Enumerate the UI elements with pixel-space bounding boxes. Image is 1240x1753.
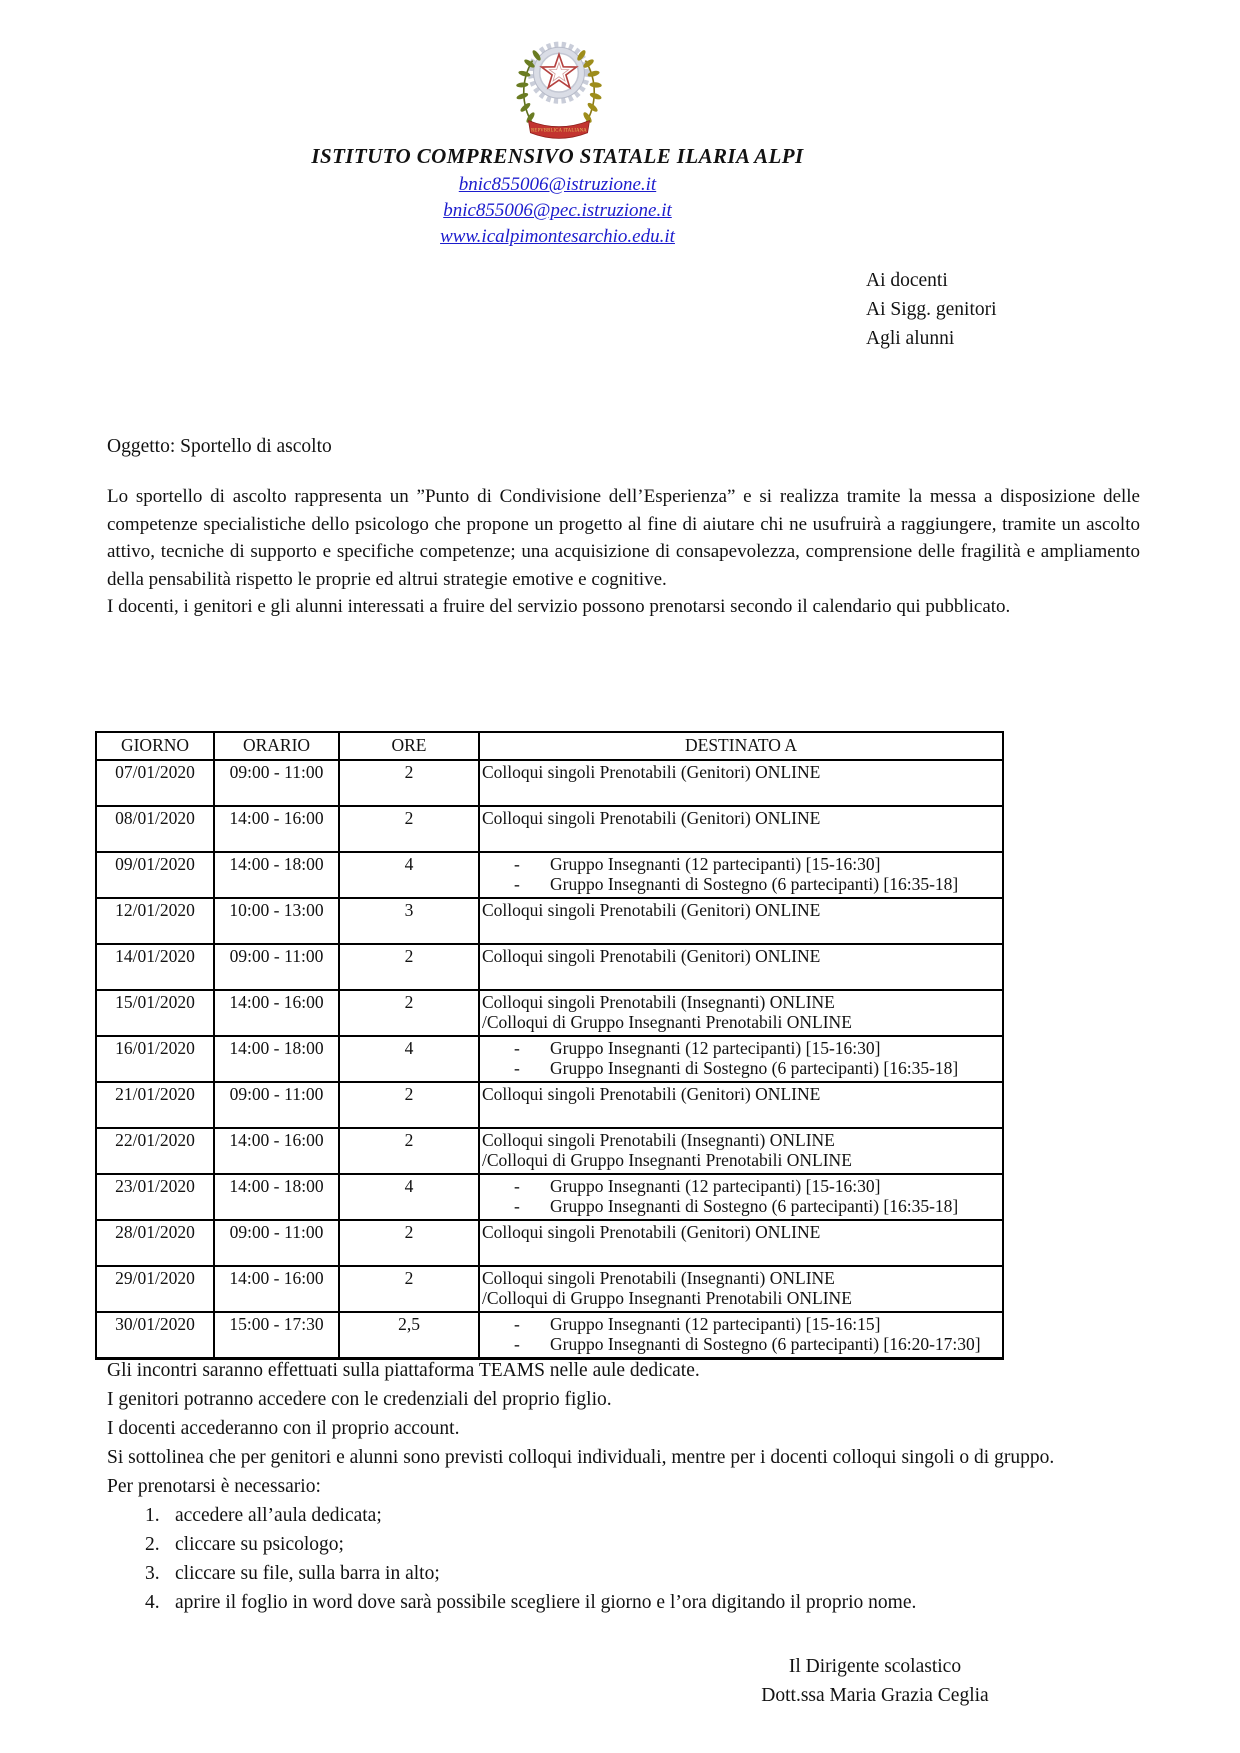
intro-paragraph-1: Lo sportello di ascolto rappresenta un ”Punto di Condivisione dell’Esperienza” e si realizza tramite la messa a disposizione delle competenze specialistiche dello psicologo che propone un progetto al fine di aiutare chi ne usufruirà a raggiungere, tramite un ascolto attivo, tecniche di supporto e specifiche competenze; una acquisizione di consapevolezza, comprensione delle fragilità e ampliamento della pensabilità rispetto le proprie ed altrui strategie emotive e cognitive. (107, 486, 1140, 590)
cell-giorno: 23/01/2020 (96, 1174, 214, 1220)
destinato-line: Colloqui singoli Prenotabili (Insegnanti) ONLINE (482, 1268, 835, 1288)
cell-ore: 2 (339, 944, 479, 990)
signature-line-1: Dott.ssa Maria Grazia Ceglia (761, 1685, 989, 1706)
destinato-text: Gruppo Insegnanti di Sostegno (6 partecipanti) [16:35-18] (550, 1196, 959, 1216)
dash-marker: - (514, 1038, 520, 1058)
cell-ore: 2 (339, 990, 479, 1036)
cell-ore: 4 (339, 1174, 479, 1220)
cell-ore: 3 (339, 898, 479, 944)
table-row (96, 760, 1003, 806)
table-header-ore: ORE (339, 732, 479, 760)
cell-ore: 2 (339, 1220, 479, 1266)
table-header-giorno: GIORNO (96, 732, 214, 760)
table-row (96, 1266, 1003, 1312)
cell-orario: 09:00 - 11:00 (214, 944, 339, 990)
cell-orario: 14:00 - 16:00 (214, 806, 339, 852)
schedule-table-body (96, 760, 1003, 1359)
cell-giorno: 30/01/2020 (96, 1312, 214, 1359)
table-row (96, 1174, 1003, 1220)
destinato-line (482, 854, 1000, 874)
step-text: accedere all’aula dedicata; (175, 1505, 382, 1526)
cell-orario: 09:00 - 11:00 (214, 1220, 339, 1266)
cell-destinato (479, 760, 1003, 806)
cell-giorno: 28/01/2020 (96, 1220, 214, 1266)
cell-destinato (479, 1266, 1003, 1312)
schedule-table (95, 731, 1004, 1360)
cell-orario: 14:00 - 16:00 (214, 1266, 339, 1312)
closing-line-0: Gli incontri saranno effettuati sulla piattaforma TEAMS nelle aule dedicate. (107, 1360, 700, 1381)
cell-ore: 2 (339, 760, 479, 806)
table-row (96, 990, 1003, 1036)
cell-destinato (479, 990, 1003, 1036)
italy-republic-emblem (508, 32, 610, 144)
subject-line: Oggetto: Sportello di ascolto (107, 436, 332, 457)
recipient-line: Ai docenti (866, 270, 948, 291)
header-link-0[interactable]: bnic855006@istruzione.it (458, 174, 657, 195)
table-header-orario: ORARIO (214, 732, 339, 760)
cell-giorno: 22/01/2020 (96, 1128, 214, 1174)
ribbon-text: REPVBBLICA ITALIANA (531, 128, 587, 134)
cell-orario: 14:00 - 18:00 (214, 1174, 339, 1220)
destinato-line (482, 1196, 1000, 1216)
closing-line-3: Si sottolinea che per genitori e alunni sono previsti colloqui individuali, mentre per i docenti colloqui singoli o di gruppo. (107, 1447, 1055, 1468)
cell-ore: 2 (339, 1082, 479, 1128)
destinato-line: Colloqui singoli Prenotabili (Insegnanti) ONLINE (482, 992, 835, 1012)
table-row (96, 944, 1003, 990)
destinato-line: /Colloqui di Gruppo Insegnanti Prenotabili ONLINE (482, 1288, 852, 1308)
destinato-line: Colloqui singoli Prenotabili (Genitori) ONLINE (482, 900, 821, 920)
destinato-text: Gruppo Insegnanti (12 partecipanti) [15-16:30] (550, 854, 881, 874)
schedule-table-head (96, 732, 1003, 760)
cell-orario: 15:00 - 17:30 (214, 1312, 339, 1359)
table-row (96, 806, 1003, 852)
cell-destinato (479, 852, 1003, 898)
cell-giorno: 14/01/2020 (96, 944, 214, 990)
destinato-text: Gruppo Insegnanti di Sostegno (6 partecipanti) [16:35-18] (550, 874, 959, 894)
signature-line-0: Il Dirigente scolastico (788, 1656, 962, 1677)
cell-destinato (479, 1220, 1003, 1266)
instruction-step-4 (107, 1588, 1142, 1617)
dash-marker: - (514, 1196, 520, 1216)
table-row (96, 1312, 1003, 1359)
instruction-step-3 (107, 1559, 1142, 1588)
cell-giorno: 15/01/2020 (96, 990, 214, 1036)
instruction-step-1 (107, 1501, 1142, 1530)
cell-orario: 10:00 - 13:00 (214, 898, 339, 944)
table-row (96, 1036, 1003, 1082)
recipient-line: Agli alunni (866, 328, 955, 349)
cell-ore: 2 (339, 806, 479, 852)
dash-marker: - (514, 1334, 520, 1354)
cell-destinato (479, 944, 1003, 990)
closing-block (107, 1356, 1142, 1617)
ribbon-banner-icon (528, 121, 589, 139)
destinato-line (482, 1176, 1000, 1196)
step-number: 2. (145, 1534, 160, 1555)
closing-line-1: I genitori potranno accedere con le credenziali del proprio figlio. (107, 1389, 612, 1410)
destinato-line (482, 1058, 1000, 1078)
step-text: aprire il foglio in word dove sarà possibile scegliere il giorno e l’ora digitando il proprio nome. (175, 1592, 917, 1613)
dash-marker: - (514, 874, 520, 894)
destinato-text: Gruppo Insegnanti (12 partecipanti) [15-16:30] (550, 1038, 881, 1058)
header-link-1[interactable]: bnic855006@pec.istruzione.it (443, 200, 672, 221)
destinato-text: Gruppo Insegnanti (12 partecipanti) [15-16:15] (550, 1314, 881, 1334)
step-text: cliccare su psicologo; (175, 1534, 344, 1555)
table-row (96, 898, 1003, 944)
destinato-line: Colloqui singoli Prenotabili (Genitori) ONLINE (482, 1222, 821, 1242)
cell-orario: 14:00 - 18:00 (214, 852, 339, 898)
destinato-line: Colloqui singoli Prenotabili (Insegnanti) ONLINE (482, 1130, 835, 1150)
closing-line-4: Per prenotarsi è necessario: (107, 1476, 321, 1497)
dash-marker: - (514, 1058, 520, 1078)
destinato-text: Gruppo Insegnanti di Sostegno (6 partecipanti) [16:35-18] (550, 1058, 959, 1078)
destinato-line (482, 1314, 1000, 1334)
dash-marker: - (514, 1314, 520, 1334)
destinato-line: Colloqui singoli Prenotabili (Genitori) ONLINE (482, 1084, 821, 1104)
destinato-line: Colloqui singoli Prenotabili (Genitori) ONLINE (482, 808, 821, 828)
cell-orario: 09:00 - 11:00 (214, 1082, 339, 1128)
step-number: 4. (145, 1592, 160, 1613)
step-number: 3. (145, 1563, 160, 1584)
cell-ore: 2 (339, 1128, 479, 1174)
signature-block (700, 1652, 1050, 1710)
table-row (96, 1128, 1003, 1174)
recipient-line: Ai Sigg. genitori (866, 299, 997, 320)
destinato-text: Gruppo Insegnanti (12 partecipanti) [15-16:30] (550, 1176, 881, 1196)
destinato-line: Colloqui singoli Prenotabili (Genitori) ONLINE (482, 762, 821, 782)
cell-destinato (479, 1312, 1003, 1359)
cell-giorno: 07/01/2020 (96, 760, 214, 806)
cell-ore: 4 (339, 852, 479, 898)
destinato-line (482, 1334, 1000, 1354)
republic-emblem-icon (508, 32, 610, 144)
closing-line-2: I docenti accederanno con il proprio account. (107, 1418, 460, 1439)
intro-paragraph-2: I docenti, i genitori e gli alunni interessati a fruire del servizio possono prenotarsi secondo il calendario qui pubblicato. (107, 596, 1011, 617)
header-links (0, 172, 1115, 250)
destinato-line (482, 1038, 1000, 1058)
dash-marker: - (514, 1176, 520, 1196)
cell-giorno: 16/01/2020 (96, 1036, 214, 1082)
cell-orario: 09:00 - 11:00 (214, 760, 339, 806)
cell-orario: 14:00 - 16:00 (214, 1128, 339, 1174)
table-row (96, 852, 1003, 898)
step-number: 1. (145, 1505, 160, 1526)
instruction-step-2 (107, 1530, 1142, 1559)
intro-block (107, 483, 1140, 621)
cell-giorno: 29/01/2020 (96, 1266, 214, 1312)
cell-destinato (479, 898, 1003, 944)
cell-giorno: 08/01/2020 (96, 806, 214, 852)
header-link-2[interactable]: www.icalpimontesarchio.edu.it (440, 226, 675, 247)
cell-destinato (479, 806, 1003, 852)
cell-destinato (479, 1128, 1003, 1174)
table-header-destinato-a: DESTINATO A (479, 732, 1003, 760)
cell-giorno: 09/01/2020 (96, 852, 214, 898)
dash-marker: - (514, 854, 520, 874)
table-row (96, 1220, 1003, 1266)
table-row (96, 1082, 1003, 1128)
step-text: cliccare su file, sulla barra in alto; (175, 1563, 440, 1584)
cell-ore: 2,5 (339, 1312, 479, 1359)
cell-giorno: 21/01/2020 (96, 1082, 214, 1128)
recipients-block (866, 266, 997, 353)
cell-giorno: 12/01/2020 (96, 898, 214, 944)
cell-orario: 14:00 - 18:00 (214, 1036, 339, 1082)
cell-destinato (479, 1174, 1003, 1220)
school-name-title: ISTITUTO COMPRENSIVO STATALE ILARIA ALPI (311, 144, 804, 168)
destinato-line (482, 874, 1000, 894)
destinato-line: /Colloqui di Gruppo Insegnanti Prenotabili ONLINE (482, 1012, 852, 1032)
table-header-row (96, 732, 1003, 760)
cell-destinato (479, 1082, 1003, 1128)
cell-ore: 4 (339, 1036, 479, 1082)
destinato-text: Gruppo Insegnanti di Sostegno (6 partecipanti) [16:20-17:30] (550, 1334, 981, 1354)
cell-destinato (479, 1036, 1003, 1082)
destinato-line: /Colloqui di Gruppo Insegnanti Prenotabili ONLINE (482, 1150, 852, 1170)
cell-ore: 2 (339, 1266, 479, 1312)
destinato-line: Colloqui singoli Prenotabili (Genitori) ONLINE (482, 946, 821, 966)
cell-orario: 14:00 - 16:00 (214, 990, 339, 1036)
